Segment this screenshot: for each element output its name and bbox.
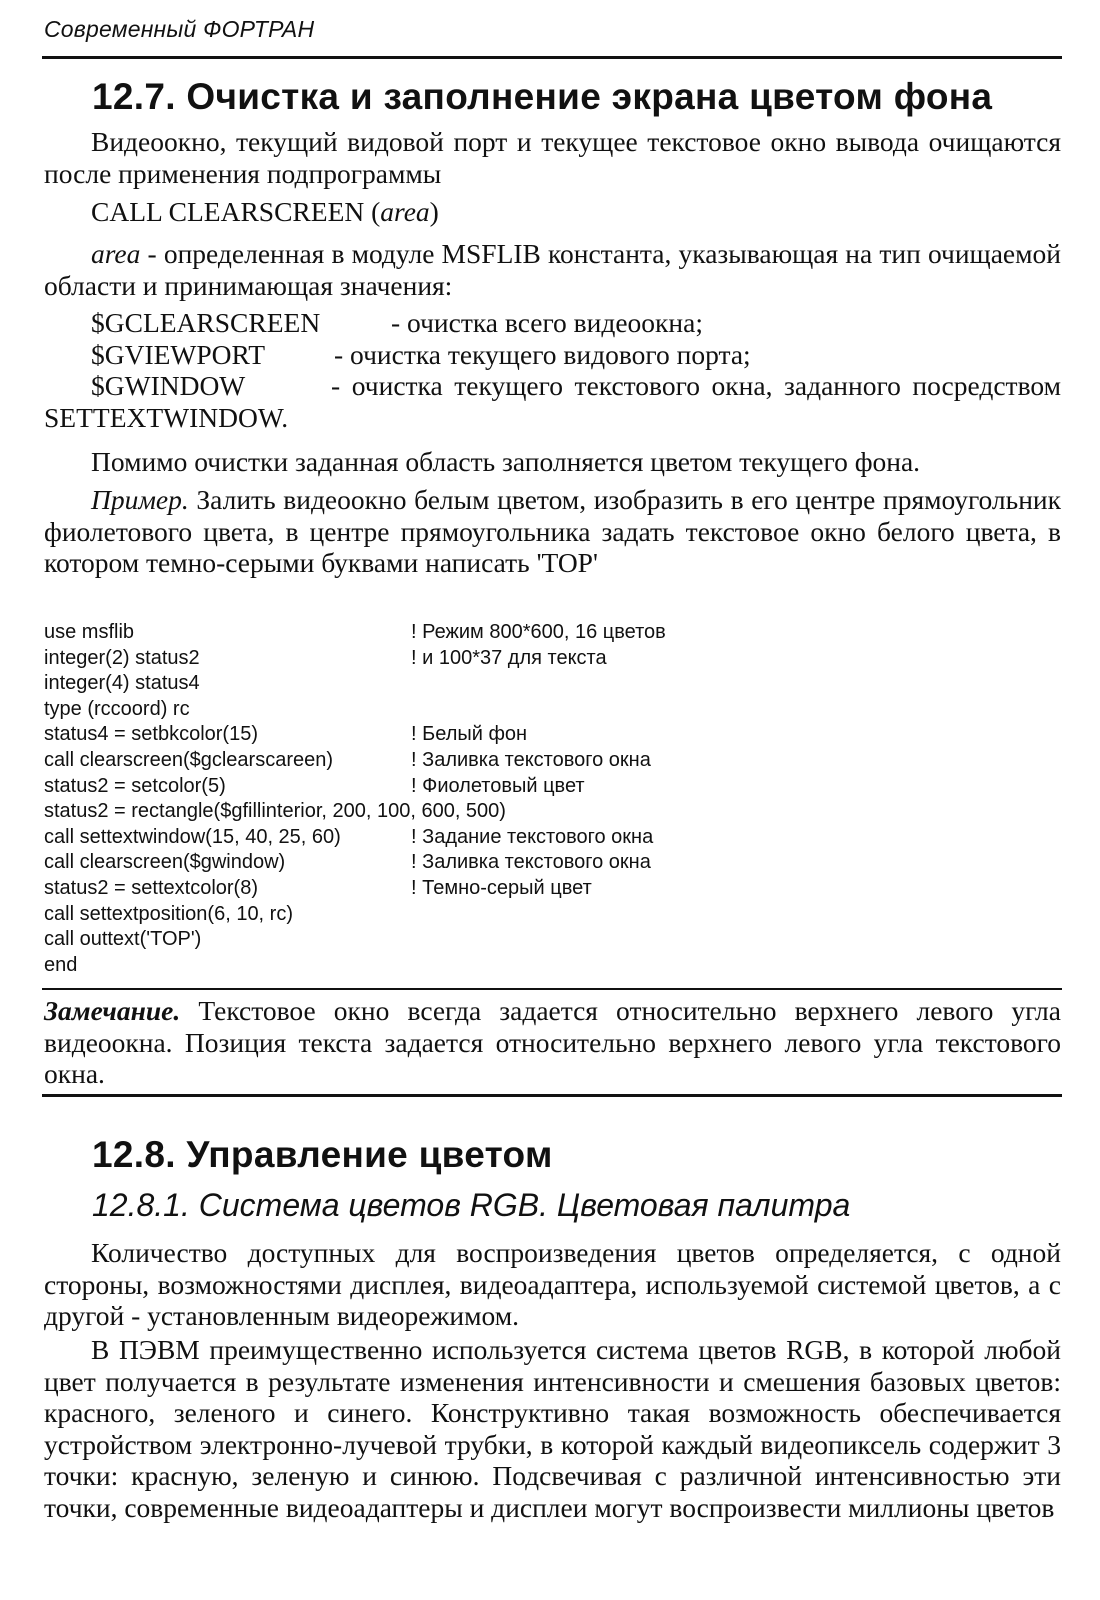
- example-paragraph: [44, 484, 1061, 579]
- code-line: [44, 722, 744, 748]
- code-statement: type (rccoord) rc: [44, 697, 190, 720]
- code-comment: ! Темно-серый цвет: [411, 876, 592, 899]
- code-line: [44, 825, 744, 851]
- constant-item: [44, 370, 1061, 433]
- fill-note: Помимо очистки заданная область заполняется цветом текущего фона.: [91, 446, 921, 477]
- constant-description: - очистка текущего текстового окна, заданного посредством SETTEXTWINDOW.: [44, 370, 1061, 433]
- code-comment: ! Белый фон: [411, 723, 528, 746]
- remark-paragraph: [44, 995, 1061, 1090]
- code-statement: status2 = setcolor(5): [44, 774, 226, 797]
- code-line: [44, 646, 744, 672]
- code-line: [44, 799, 744, 825]
- code-line: [44, 748, 744, 774]
- body-paragraph: Количество доступных для воспроизведения цветов определяется, с одной стороны, возможностями дисплея, видеоадаптера, используемой системой цветов, а с другой - установленным видеорежимом.: [44, 1237, 1061, 1331]
- call-statement: [91, 196, 439, 228]
- code-statement: call clearscreen($gwindow): [44, 851, 286, 874]
- constant-name: $GCLEARSCREEN: [91, 307, 321, 338]
- area-description: - определенная в модуле MSFLIB константа, указывающая на тип очищаемой области и принимающая значения:: [44, 238, 1061, 301]
- remark-text: Текстовое окно всегда задается относительно верхнего левого угла видеоокна. Позиция текста задается относительно верхнего левого угла текстового окна.: [44, 995, 1061, 1089]
- code-comment: ! Заливка текстового окна: [411, 851, 651, 874]
- code-statement: call outtext('TOP'): [44, 928, 202, 951]
- running-head: Современный ФОРТРАН: [44, 16, 315, 42]
- code-statement: status4 = setbkcolor(15): [44, 723, 258, 746]
- call-suffix: ): [429, 196, 439, 227]
- example-text: Залить видеоокно белым цветом, изобразить в его центре прямоугольник фиолетового цвета, в центре прямоугольника задать текстовое окно белого цвета, в котором темно-серыми буквами написать 'TOP': [44, 484, 1061, 578]
- constant-description: - очистка текущего видового порта;: [334, 338, 751, 370]
- remark-label: Замечание.: [44, 995, 181, 1026]
- call-prefix: CALL CLEARSCREEN (: [91, 196, 381, 227]
- intro-paragraph: Видеоокно, текущий видовой порт и текущее текстовое окно вывода очищаются после применения подпрограммы: [44, 126, 1061, 189]
- code-line: [44, 620, 744, 646]
- code-line: [44, 876, 744, 902]
- code-comment: ! и 100*37 для текста: [411, 646, 607, 669]
- code-line: [44, 927, 744, 953]
- code-statement: call settextposition(6, 10, rc): [44, 902, 293, 925]
- constant-item: [44, 339, 1061, 371]
- code-statement: end: [44, 953, 78, 976]
- code-statement: status2 = rectangle($gfillinterior, 200, 100, 600, 500): [44, 800, 506, 823]
- code-line: [44, 850, 744, 876]
- code-statement: integer(2) status2: [44, 646, 200, 669]
- code-line: [44, 697, 744, 723]
- code-line: [44, 902, 744, 928]
- code-statement: call clearscreen($gclearscareen): [44, 748, 334, 771]
- remark-top-rule: [42, 988, 1062, 990]
- constant-name: $GVIEWPORT: [91, 338, 266, 370]
- code-line: [44, 953, 744, 979]
- code-comment: ! Режим 800*600, 16 цветов: [411, 621, 666, 643]
- call-argument: area: [380, 196, 430, 227]
- code-statement: integer(4) status4: [44, 672, 200, 695]
- remark-bottom-rule: [42, 1094, 1062, 1097]
- code-line: [44, 671, 744, 697]
- section-heading-12-8: 12.8. Управление цветом: [92, 1134, 553, 1175]
- constant-item: [44, 307, 1061, 339]
- code-comment: ! Задание текстового окна: [411, 825, 654, 848]
- area-term: area: [91, 238, 141, 269]
- code-statement: use msflib: [44, 621, 135, 643]
- subsection-heading-12-8-1: 12.8.1. Система цветов RGB. Цветовая палитра: [92, 1187, 851, 1223]
- constants-list: [44, 307, 1061, 433]
- code-comment: ! Фиолетовый цвет: [411, 774, 585, 797]
- area-definition: [44, 238, 1061, 301]
- code-comment: ! Заливка текстового окна: [411, 748, 651, 771]
- constant-description: - очистка всего видеоокна;: [391, 307, 703, 338]
- code-line: [44, 774, 744, 800]
- code-statement: call settextwindow(15, 40, 25, 60): [44, 825, 341, 848]
- code-statement: status2 = settextcolor(8): [44, 876, 258, 899]
- constant-name: $GWINDOW: [91, 370, 246, 401]
- source-code-listing: [44, 620, 744, 978]
- header-rule: [42, 56, 1062, 59]
- section-heading-12-7: 12.7. Очистка и заполнение экрана цветом фона: [92, 76, 993, 117]
- body-paragraph: В ПЭВМ преимущественно используется система цветов RGB, в которой любой цвет получается в результате изменения интенсивности и смешения базовых цветов: красного, зеленого и синего. Конструктивно такая возможность обеспечивается устройством электронно-лучевой трубки, в которой каждый видеопиксель содержит 3 точки: красную, зеленую и синюю. Подсвечивая с различной интенсивностью эти точки, современные видеоадаптеры и дисплеи могут воспроизвести миллионы цветов: [44, 1334, 1061, 1523]
- example-label: Пример.: [91, 484, 189, 515]
